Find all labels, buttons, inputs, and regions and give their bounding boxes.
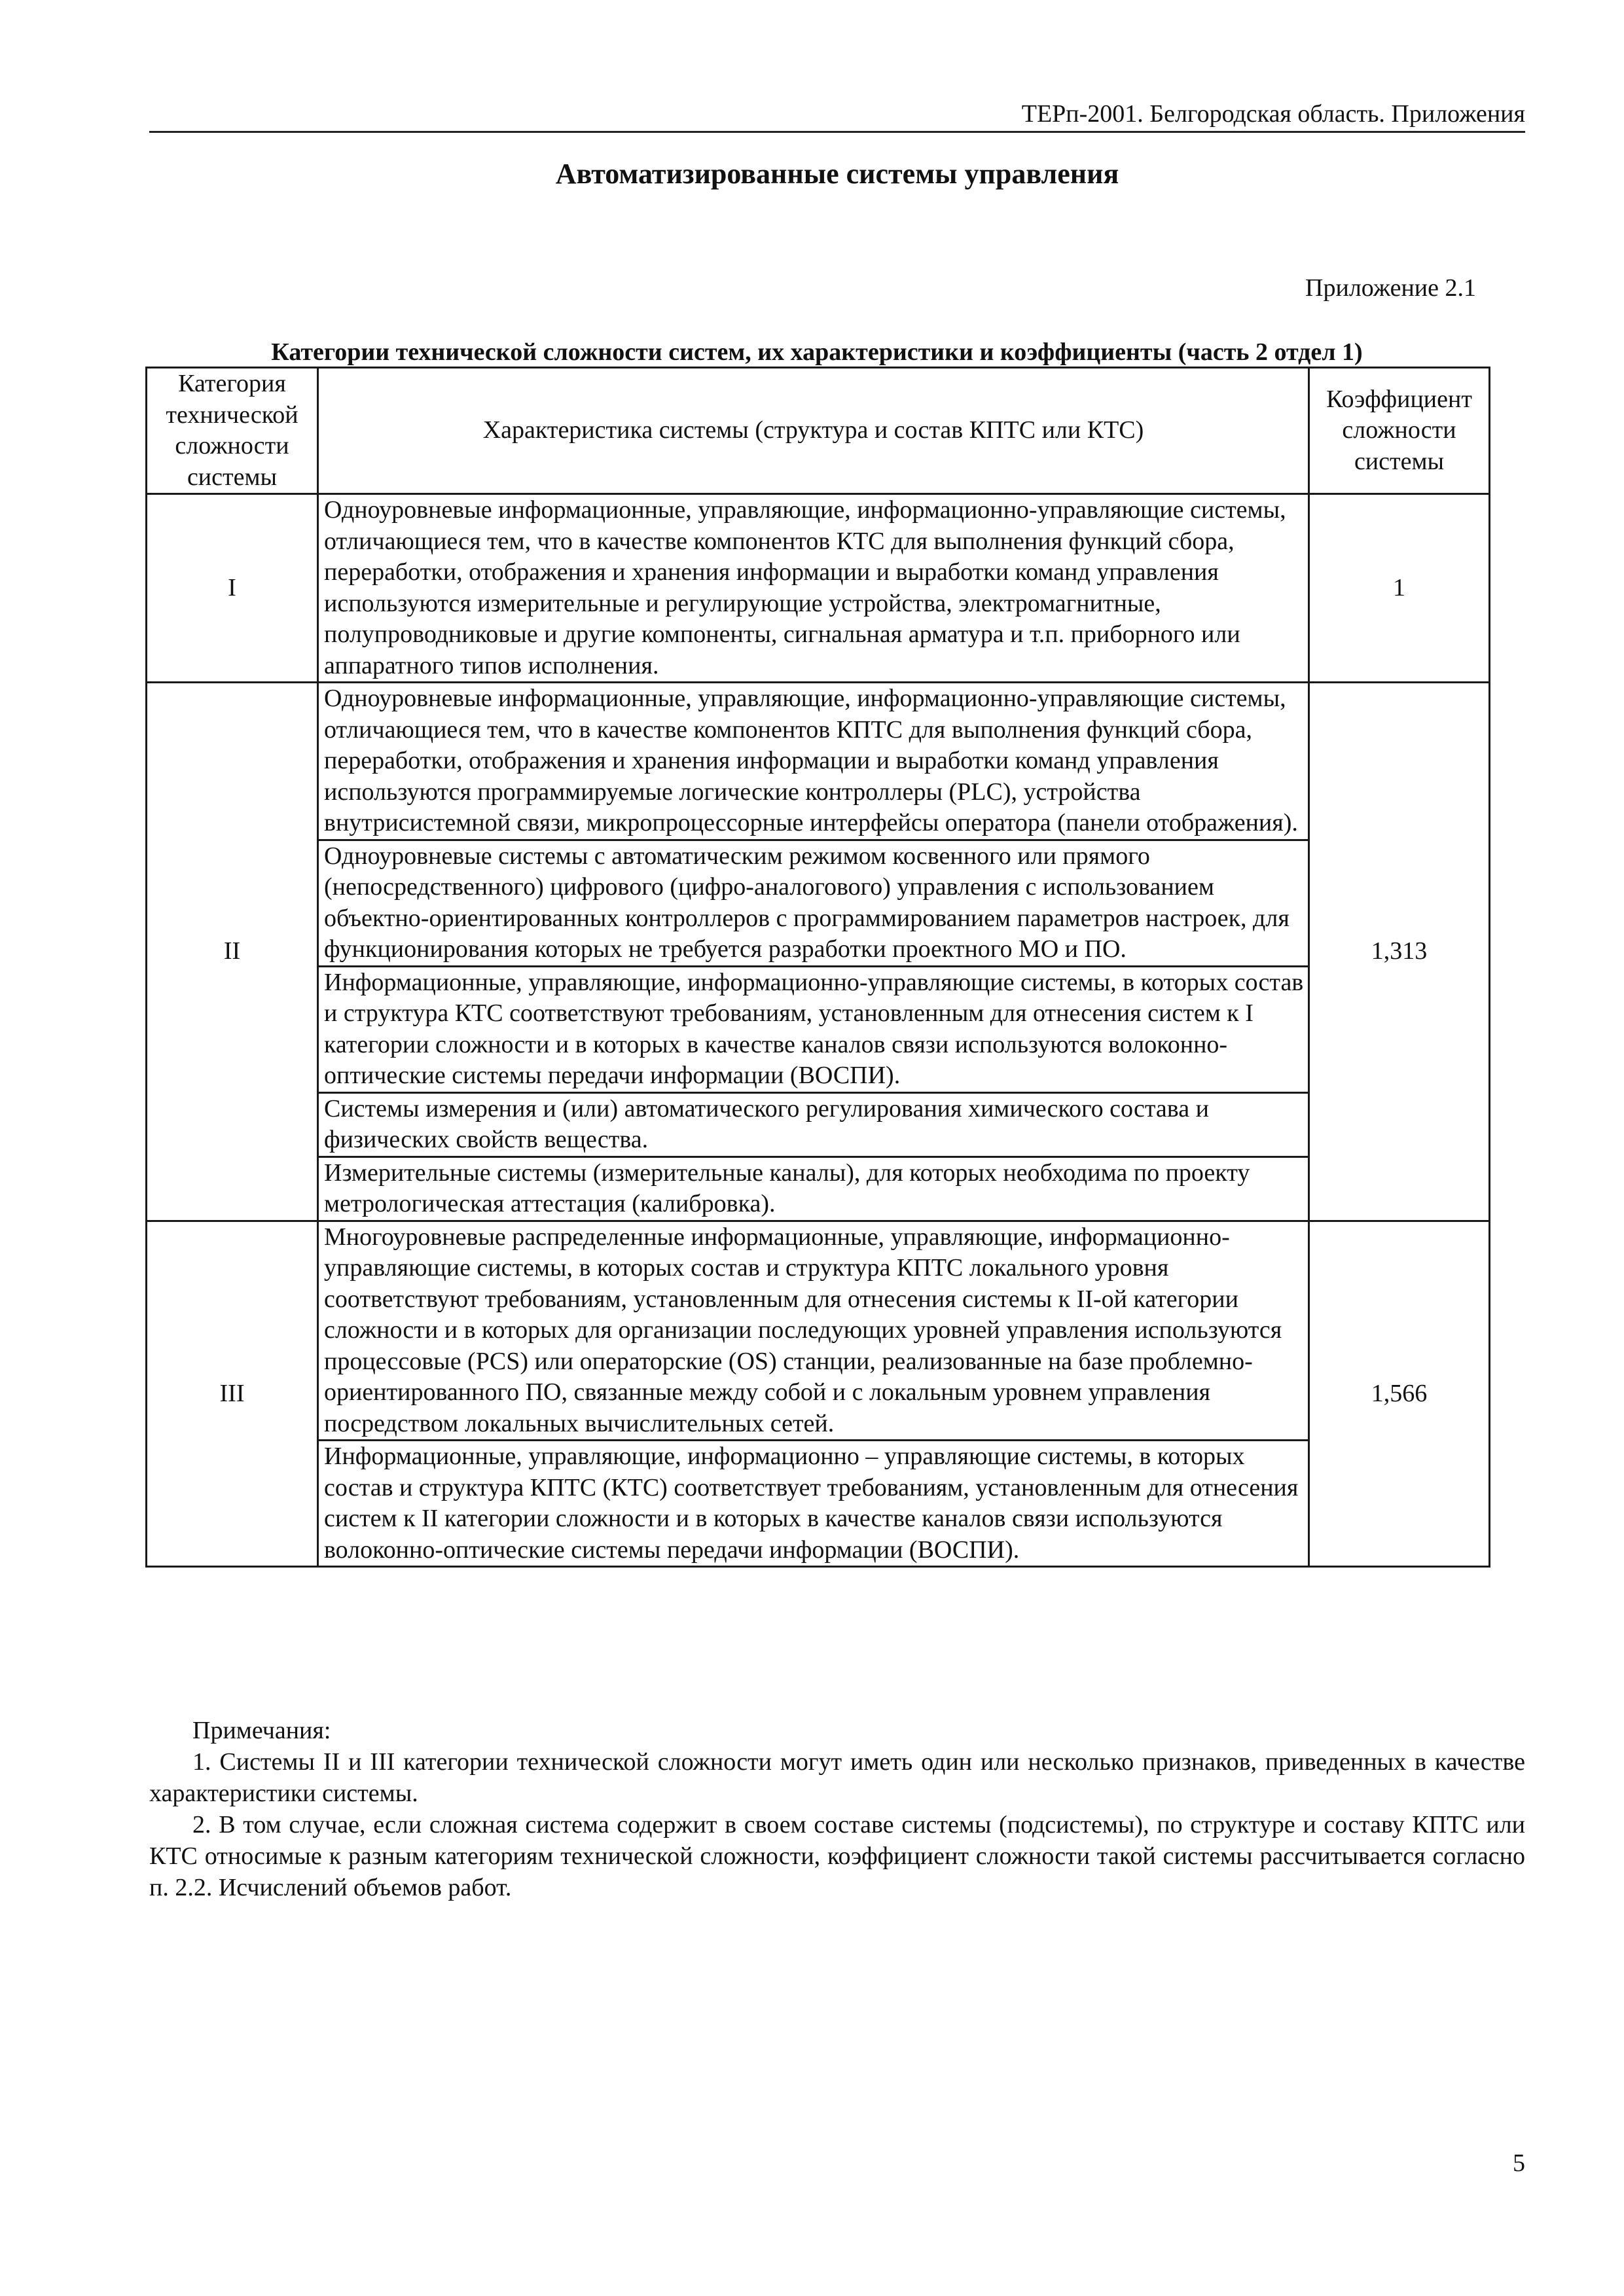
notes-title: Примечания: [192,1717,331,1744]
header-coefficient: Коэффициент сложности системы [1309,368,1490,494]
coefficient-cell: 1 [1309,494,1490,683]
table-row [147,494,1490,683]
table-header-row [147,368,1490,494]
description-cell: Информационные, управляющие, информационно – управляющие системы, в которых состав и структура КПТС (КТС) соответствует требованиям, установленным для отнесения систем к II категории сложности и в которых в качестве каналов связи используются волоконно-оптические системы передачи информации (ВОСПИ). [318,1441,1309,1567]
description-cell: Многоуровневые распределенные информационные, управляющие, информационно-управляющие системы, в которых состав и структура КПТС локального уровня соответствуют требованиям, установленным для отнесения системы к II-ой категории сложности и в которых для организации последующих уровней управления используются процессовые (PCS) или операторские (OS) станции, реализованные на базе проблемно-ориентированного ПО, связанные между собой и с локальным уровнем управления посредством локальных вычислительных сетей. [318,1221,1309,1441]
table-row [147,1157,1490,1221]
description-cell: Информационные, управляющие, информационно-управляющие системы, в которых состав и структура КТС соответствуют требованиям, установленным для отнесения систем к I категории сложности и в которых в качестве каналов связи используются волоконно-оптические системы передачи информации (ВОСПИ). [318,966,1309,1092]
category-cell: III [147,1221,318,1567]
description-cell: Измерительные системы (измерительные каналы), для которых необходима по проекту метрологическая аттестация (калибровка). [318,1157,1309,1221]
header-characteristic: Характеристика системы (структура и состав КПТС или КТС) [318,368,1309,494]
table-caption: Категории технической сложности систем, их характеристики и коэффициенты (часть 2 отдел 1) [271,338,1363,366]
appendix-label: Приложение 2.1 [1305,274,1476,302]
table-row [147,1221,1490,1441]
description-cell: Одноуровневые информационные, управляющие, информационно-управляющие системы, отличающиеся тем, что в качестве компонентов КТС для выполнения функций сбора, переработки, отображения и хранения информации и выработки команд управления используются измерительные и регулирующие устройства, электромагнитные, полупроводниковые и другие компоненты, сигнальная арматура и т.п. приборного или аппаратного типов исполнения. [318,494,1309,683]
note-item: 1. Системы II и III категории технической сложности могут иметь один или несколько признаков, приведенных в качестве характеристики системы. [149,1748,1525,1807]
notes-section [149,1715,1525,1903]
table-row [147,840,1490,966]
complexity-table-container [145,367,1489,1568]
description-cell: Одноуровневые информационные, управляющие, информационно-управляющие системы, отличающиеся тем, что в качестве компонентов КПТС для выполнения функций сбора, переработки, отображения и хранения информации и выработки команд управления используются программируемые логические контроллеры (PLC), устройства внутрисистемной связи, микропроцессорные интерфейсы оператора (панели отображения). [318,683,1309,840]
coefficient-cell: 1,313 [1309,683,1490,1221]
category-cell: II [147,683,318,1221]
coefficient-cell: 1,566 [1309,1221,1490,1567]
running-header: ТЕРп-2001. Белгородская область. Приложения [149,97,1525,133]
description-cell: Системы измерения и (или) автоматического регулирования химического состава и физических свойств вещества. [318,1092,1309,1157]
table-row [147,1092,1490,1157]
note-item: 2. В том случае, если сложная система содержит в своем составе системы (подсистемы), по структуре и составу КПТС или КТС относимые к разным категориям технической сложности, коэффициент сложности такой системы рассчитывается согласно п. 2.2. Исчислений объемов работ. [149,1811,1525,1901]
table-row [147,1441,1490,1567]
table-row [147,966,1490,1092]
page-number: 5 [1513,2149,1525,2177]
header-category: Категория технической сложности системы [147,368,318,494]
category-cell: I [147,494,318,683]
complexity-table [145,367,1490,1568]
table-row [147,683,1490,840]
page-title: Автоматизированные системы управления [555,158,1119,190]
description-cell: Одноуровневые системы с автоматическим режимом косвенного или прямого (непосредственного) цифрового (цифро-аналогового) управления с использованием объектно-ориентированных контроллеров с программированием параметров настроек, для функционирования которых не требуется разработки проектного МО и ПО. [318,840,1309,966]
